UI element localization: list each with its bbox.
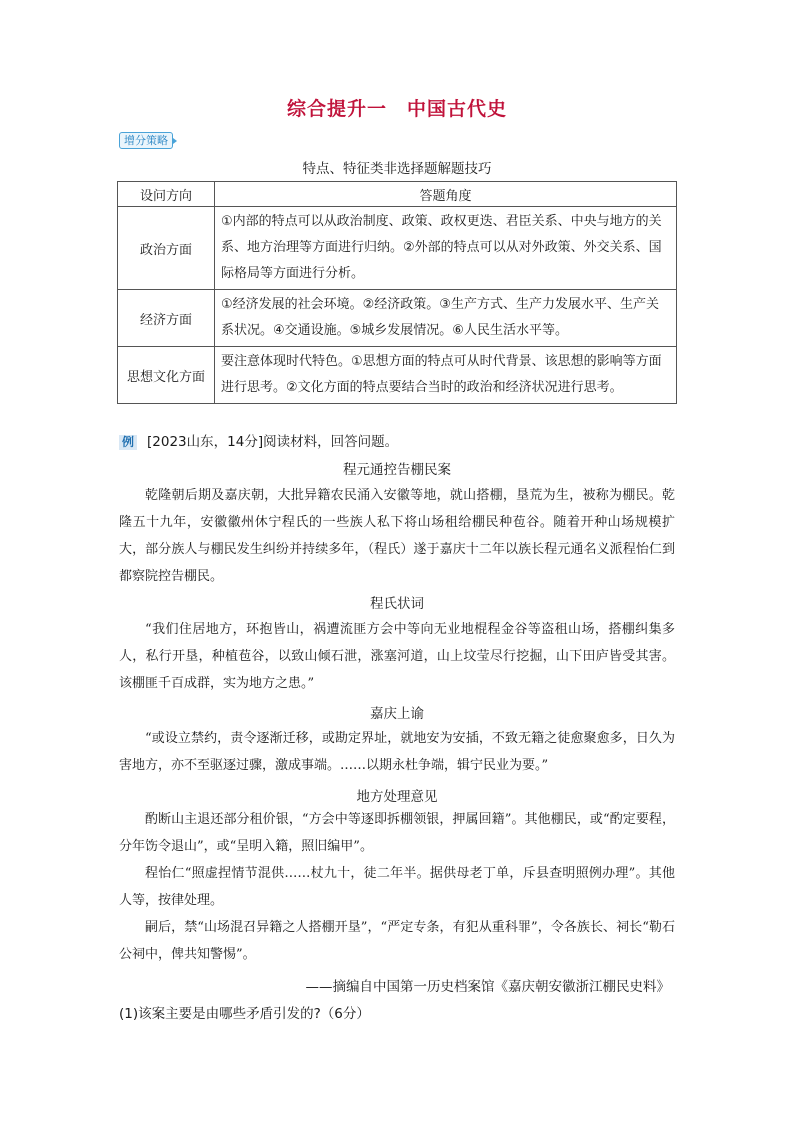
page-title: 综合提升一 中国古代史 [286, 98, 507, 120]
paragraph: 酌断山主退还部分租价银，“方会中等逐即拆棚领银，押属回籍”。其他棚民，或“酌定要程，分年饬令退山”，或“呈明入籍，照旧编甲”。 [119, 812, 675, 854]
source-citation: ——摘编自中国第一历史档案馆《嘉庆朝安徽浙江棚民史料》 [305, 979, 670, 995]
table-row [118, 207, 677, 290]
section-heading: 程氏状词 [370, 596, 424, 612]
section-body [119, 482, 675, 590]
row-angle: 要注意体现时代特色。①思想方面的特点可从时代背景、该思想的影响等方面进行思考。②文化方面的特点要结合当时的政治和经济状况进行思考。 [215, 347, 677, 404]
section-body [119, 725, 675, 779]
example-intro: [2023山东，14分]阅读材料，回答问题。 [147, 434, 399, 450]
paragraph: “我们住居地方，环抱皆山，祸遭流匪方会中等向无业地棍程金谷等盗租山场，搭棚纠集多人，私行开垦，种植苞谷，以致山倾石泄，涨塞河道，山上坟莹尽行挖掘，山下田庐皆受其害。该棚匪千百成群，实为地方之患。” [119, 622, 675, 691]
strategy-badge: 增分策略 [119, 132, 173, 149]
paragraph: 程怡仁“照虚捏情节混供……杖九十，徒二年半。据供母老丁单，斥县查明照例办理”。其他人等，按律处理。 [119, 866, 675, 908]
row-direction: 政治方面 [118, 207, 215, 290]
table-row [118, 347, 677, 404]
paragraph: 乾隆朝后期及嘉庆朝，大批异籍农民涌入安徽等地，就山搭棚，垦荒为生，被称为棚民。乾隆五十九年，安徽徽州休宁程氏的一些族人私下将山场租给棚民种苞谷。随着开种山场规模扩大，部分族人与棚民发生纠纷并持续多年，（程氏）遂于嘉庆十二年以族长程元通名义派程怡仁到都察院控告棚民。 [119, 488, 675, 584]
table-header-row [118, 182, 677, 207]
table-row [118, 290, 677, 347]
section-heading: 程元通控告棚民案 [343, 462, 451, 478]
question-1: (1)该案主要是由哪些矛盾引发的?（6分） [119, 1006, 370, 1022]
table-header-direction: 设问方向 [118, 182, 215, 207]
section-body [119, 806, 675, 968]
example-header [119, 430, 398, 450]
strategy-table [117, 181, 677, 404]
example-label: 例 [119, 435, 137, 450]
row-direction: 思想文化方面 [118, 347, 215, 404]
section-heading: 地方处理意见 [356, 789, 438, 805]
row-direction: 经济方面 [118, 290, 215, 347]
table-header-angle: 答题角度 [215, 182, 677, 207]
row-angle: ①内部的特点可以从政治制度、政策、政权更迭、君臣关系、中央与地方的关系、地方治理等方面进行归纳。②外部的特点可以从对外政策、外交关系、国际格局等方面进行分析。 [215, 207, 677, 290]
paragraph: “或设立禁约，责令逐渐迁移，或勘定界址，就地安为安插，不致无籍之徒愈聚愈多，日久为害地方，亦不至驱逐过骤，激成事端。……以期永杜争端，辑宁民业为要。” [119, 731, 675, 773]
table-caption: 特点、特征类非选择题解题技巧 [302, 161, 492, 177]
row-angle: ①经济发展的社会环境。②经济政策。③生产方式、生产力发展水平、生产关系状况。④交通设施。⑤城乡发展情况。⑥人民生活水平等。 [215, 290, 677, 347]
section-heading: 嘉庆上谕 [370, 706, 424, 722]
section-body [119, 616, 675, 697]
paragraph: 嗣后，禁“山场混召异籍之人搭棚开垦”，“严定专条，有犯从重科罪”，令各族长、祠长“勒石公祠中，俾共知警惕”。 [119, 920, 675, 962]
